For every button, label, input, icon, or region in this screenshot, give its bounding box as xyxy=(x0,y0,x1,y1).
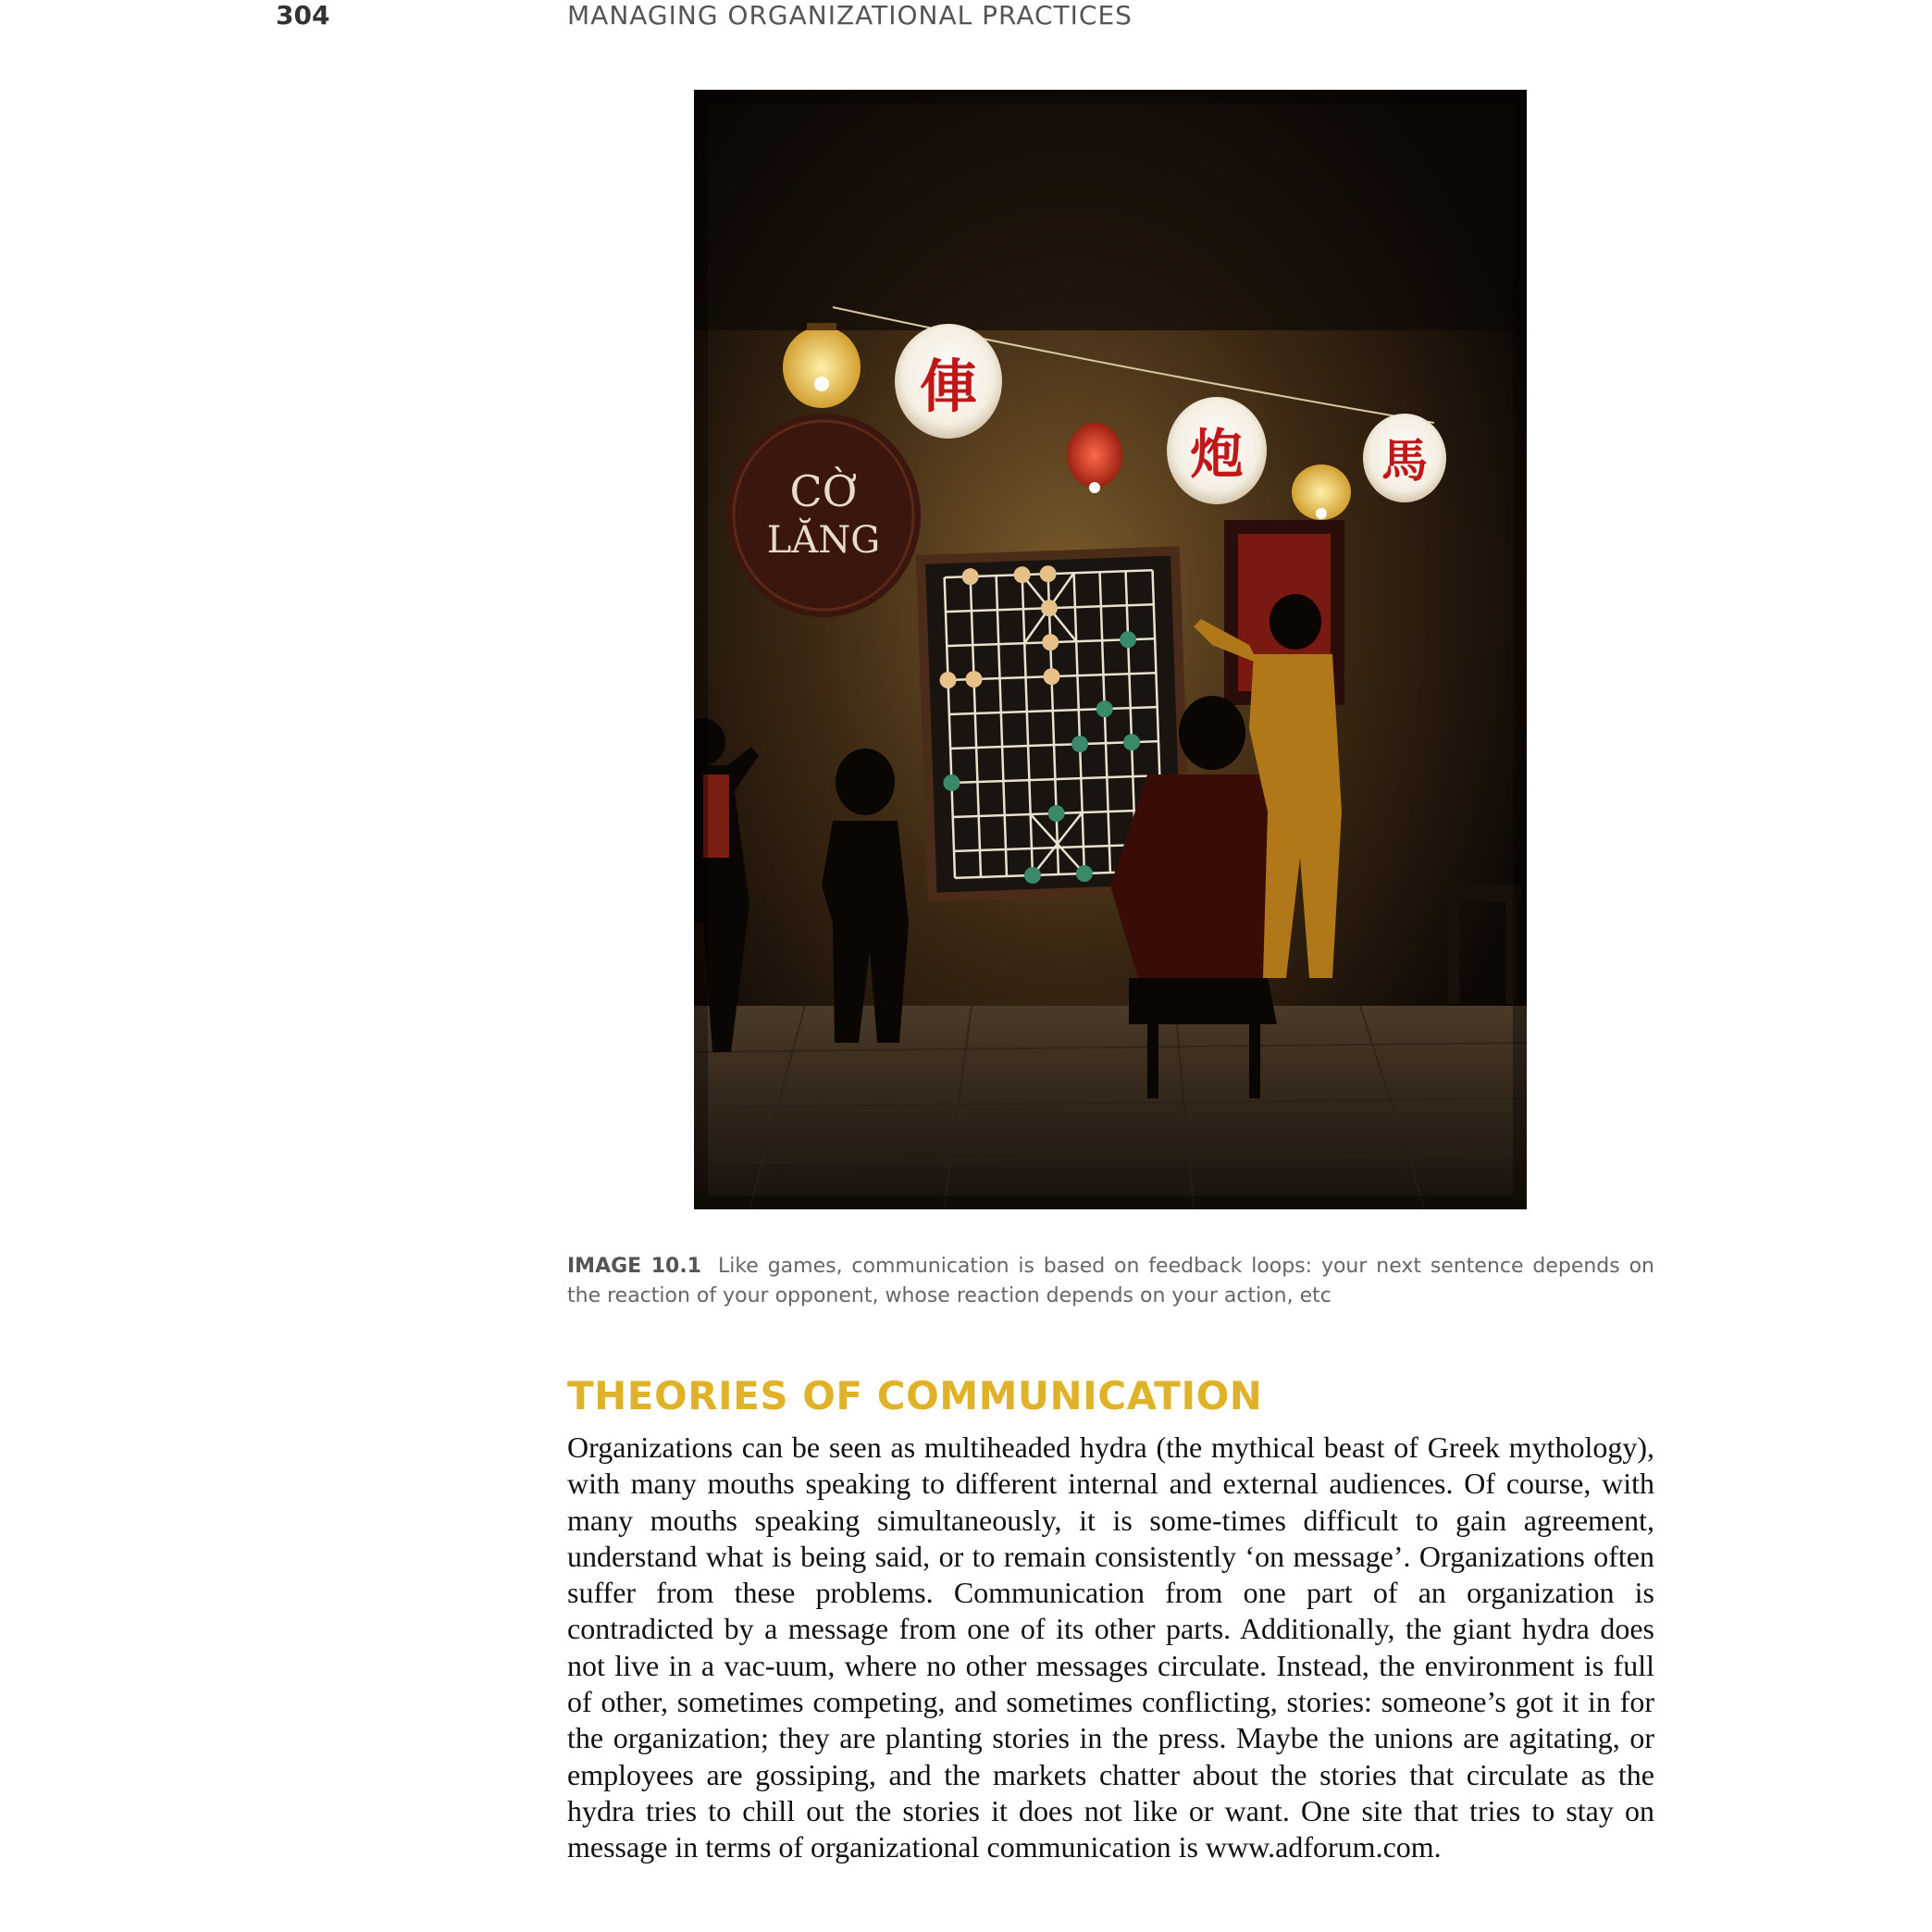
sign-text-2: LĂNG xyxy=(766,519,881,562)
caption-label: IMAGE 10.1 xyxy=(567,1255,701,1278)
figure-photo xyxy=(694,90,1527,1209)
photo-floor xyxy=(694,1006,1527,1209)
lantern-glyph-2: 炮 xyxy=(1189,423,1245,486)
sign-board xyxy=(726,414,921,617)
page-number: 304 xyxy=(276,0,330,31)
lantern-glyph-3: 馬 xyxy=(1381,434,1428,488)
caption-text: Like games, communication is based on feedback loops: your next sentence depends on the reaction of your opponent, whose reaction depends on your action, etc xyxy=(567,1255,1654,1307)
running-head: MANAGING ORGANIZATIONAL PRACTICES xyxy=(567,0,1133,31)
lantern-glyph-1: 俥 xyxy=(919,353,978,420)
sign-text-1: CỜ xyxy=(789,466,858,516)
section-heading: THEORIES OF COMMUNICATION xyxy=(567,1373,1263,1418)
figure-caption xyxy=(567,1252,1654,1311)
body-paragraph: Organizations can be seen as multiheaded hydra (the mythical beast of Greek mythology), with many mouths speaking to different internal and external audiences. Of course, with many mouths speaking simultaneously, it is some-times difficult to gain agreement, understand what is being said, or to remain consistently ‘on message’. Organizations often suffer from these problems. Communication from one part of an organization is contradicted by a message from one of its other parts. Additionally, the giant hydra does not live in a vac-uum, where no other messages circulate. Instead, the environment is full of other, sometimes competing, and sometimes conflicting, stories: someone’s got it in for the organization; they are planting stories in the press. Maybe the unions are agitating, or employees are gossiping, and the markets chatter about the stories that circulate as the hydra tries to chill out the stories it does not like or want. One site that tries to stay on message in terms of organizational communication is www.adforum.com. xyxy=(567,1430,1654,1864)
